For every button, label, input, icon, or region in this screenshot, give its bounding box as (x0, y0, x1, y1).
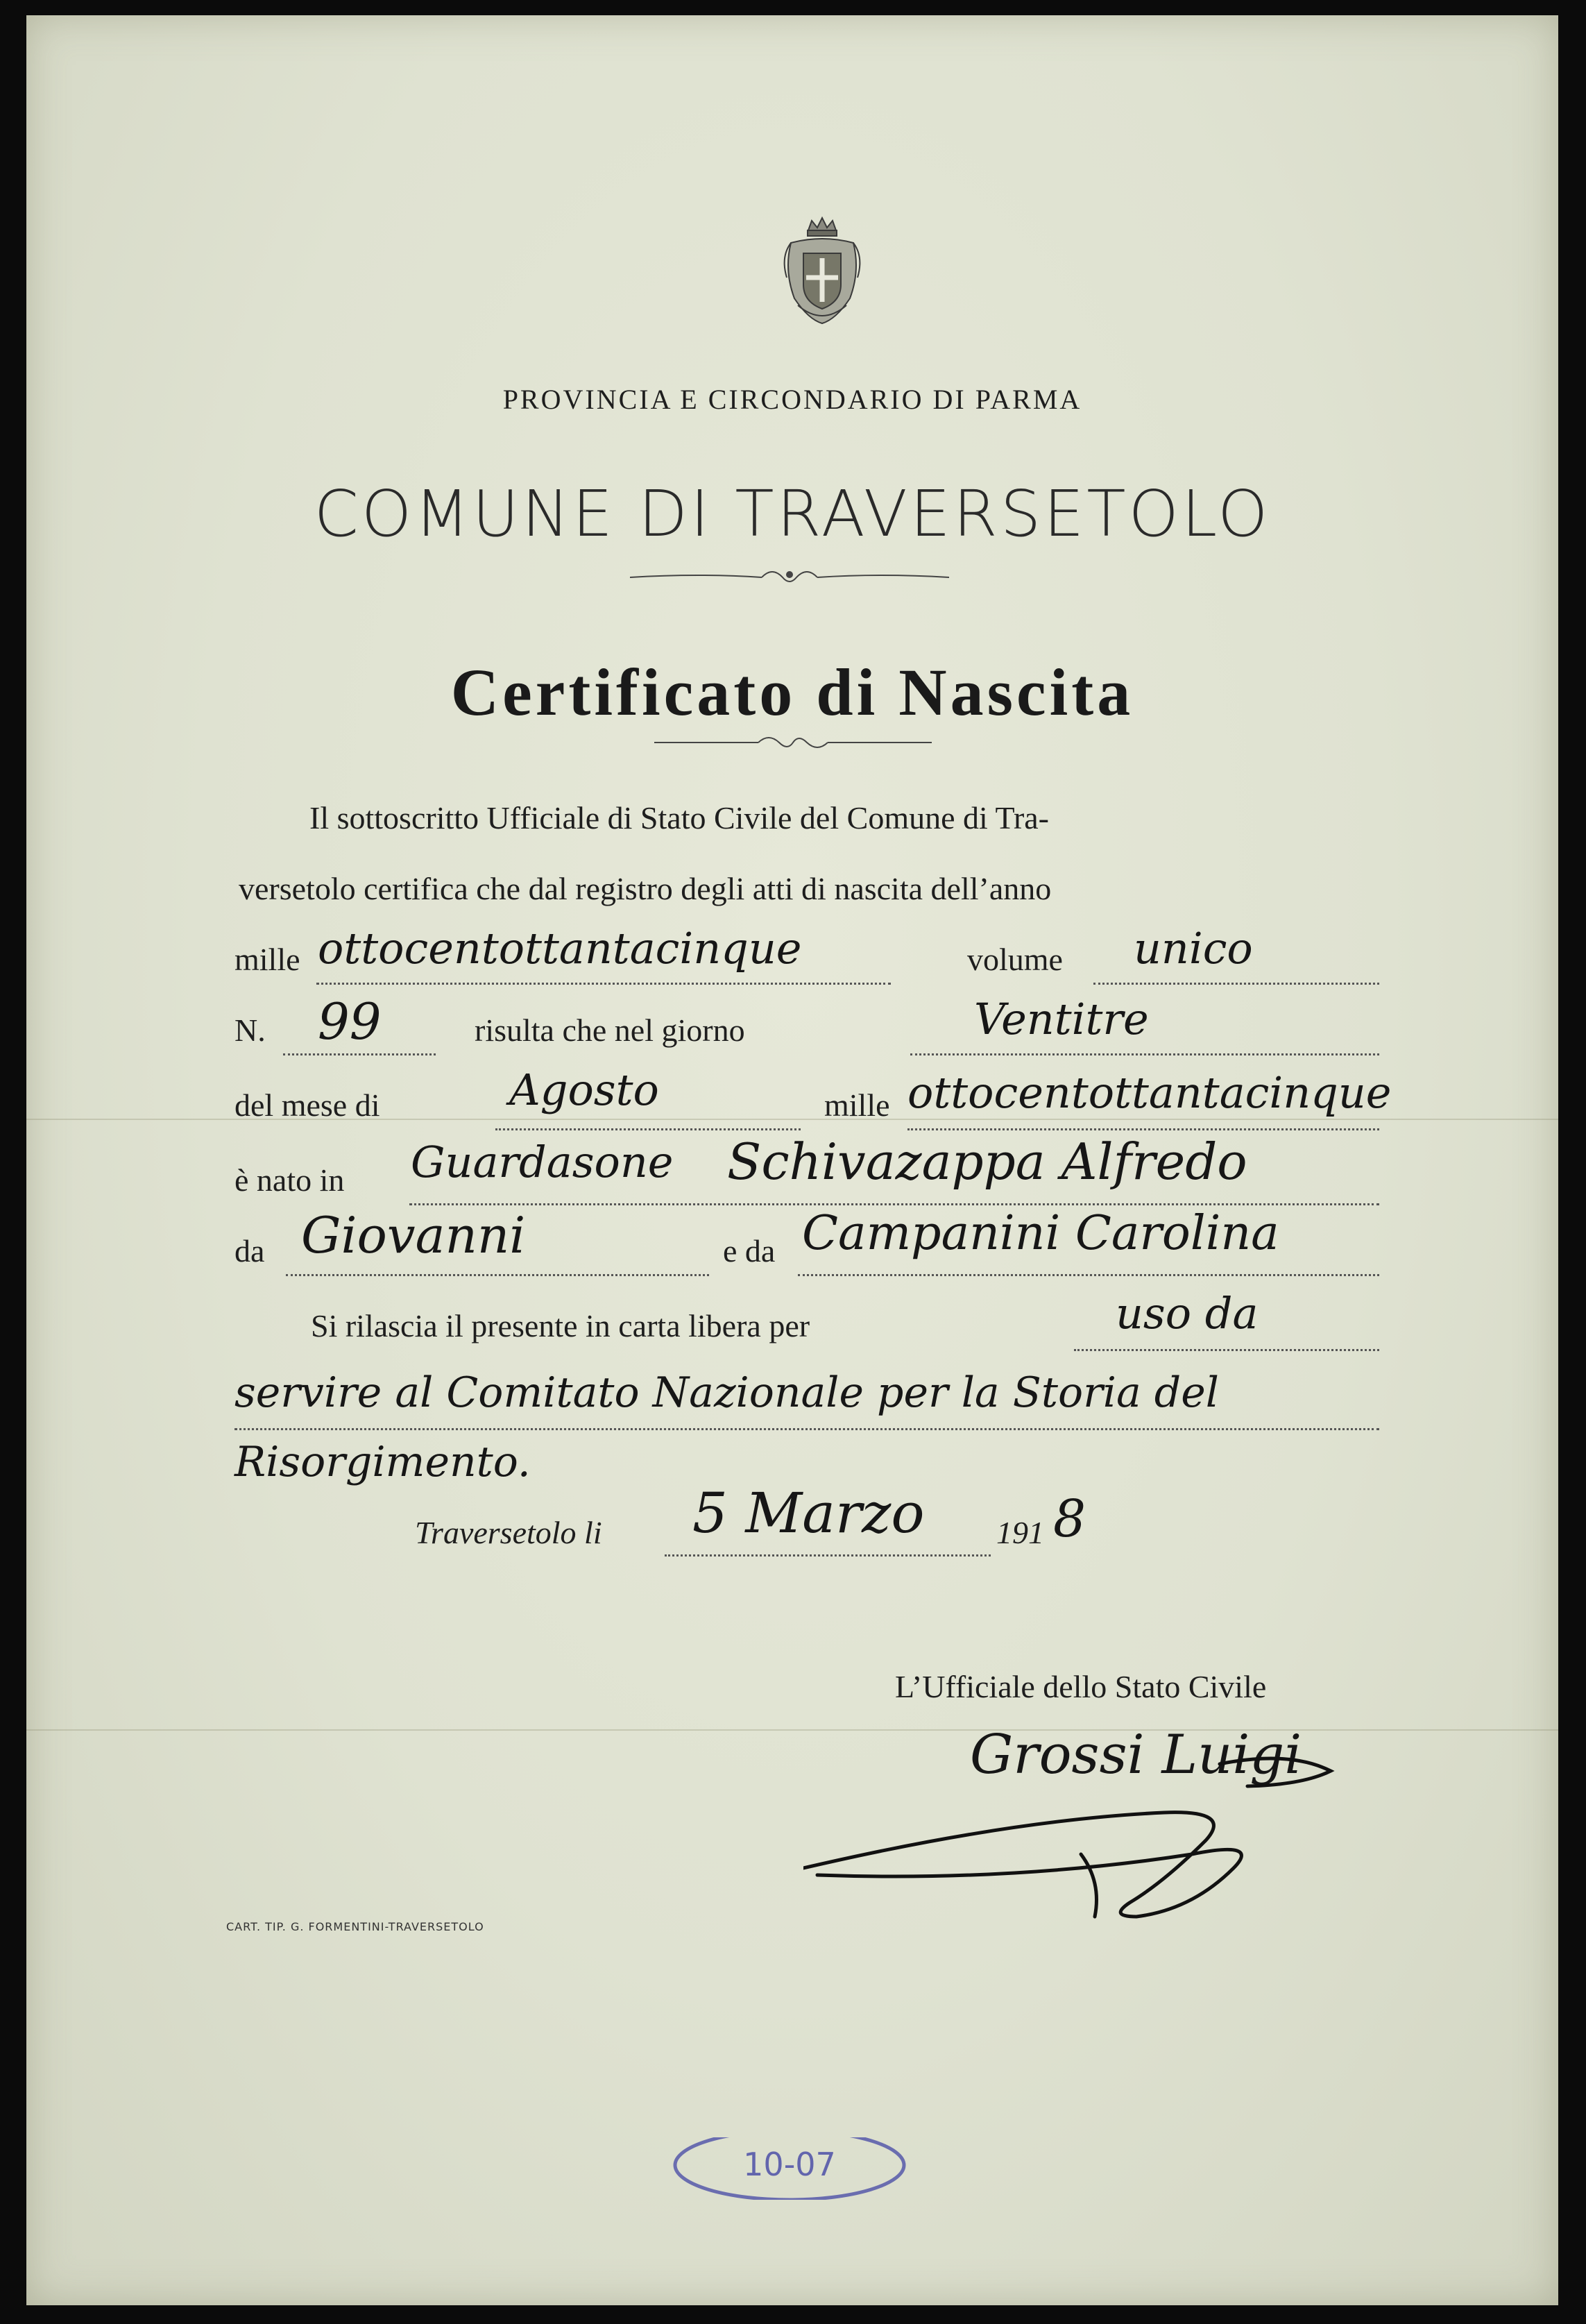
text-line-1: Il sottoscritto Ufficiale di Stato Civile del Comune di Tra- (309, 800, 1049, 836)
nome-field: Schivazappa Alfredo (727, 1133, 1247, 1191)
fill-line (409, 1203, 1379, 1205)
fill-line (907, 1128, 1379, 1130)
fill-line (1093, 983, 1379, 985)
padre-field: Giovanni (301, 1206, 526, 1264)
printer-imprint: CART. TIP. G. FORMENTINI-TRAVERSETOLO (226, 1920, 484, 1933)
mese-label: del mese di (235, 1087, 380, 1123)
fill-line (316, 983, 891, 985)
anno-field-2: ottocentottantacinque (907, 1067, 1392, 1118)
officer-title: L’Ufficiale dello Stato Civile (895, 1669, 1267, 1704)
n-label: N. (235, 1012, 266, 1048)
fill-line (910, 1053, 1379, 1055)
date-field: 5 Marzo (692, 1481, 925, 1545)
ornament-divider-icon (654, 730, 932, 755)
province-heading: PROVINCIA E CIRCONDARIO DI PARMA (502, 384, 1082, 415)
fill-line (286, 1274, 709, 1276)
n-field: 99 (318, 992, 382, 1051)
fill-line (283, 1053, 436, 1055)
uso-line-2: servire al Comitato Nazionale per la Storia del (235, 1368, 1219, 1417)
year-printed: 191 (996, 1515, 1044, 1550)
fill-line (798, 1274, 1379, 1276)
fill-line (1074, 1349, 1379, 1351)
fill-line (235, 1428, 1379, 1430)
coat-of-arms-icon (777, 215, 867, 326)
mese-field: Agosto (509, 1065, 659, 1115)
certificate-sheet (26, 15, 1558, 2305)
luogo-field: Guardasone (411, 1137, 674, 1187)
nato-label: è nato in (235, 1162, 345, 1198)
year-handwritten: 8 (1053, 1489, 1086, 1549)
giorno-field: Ventitre (974, 994, 1149, 1044)
ink-stamp-icon (672, 2137, 907, 2200)
document-title: Certificato di Nascita (450, 655, 1134, 729)
stamp-text: 10-07 (743, 2146, 836, 2183)
text-line-2: versetolo certifica che dal registro degli atti di nascita dell’anno (239, 871, 1052, 906)
madre-field: Campanini Carolina (802, 1206, 1279, 1261)
signature: Grossi Luigi (970, 1724, 1302, 1786)
da-label: da (235, 1233, 265, 1269)
uso-line-3: Risorgimento. (235, 1438, 531, 1486)
eda-label: e da (723, 1233, 776, 1269)
uso-field: uso da (1116, 1288, 1259, 1339)
signature-flourish-icon (803, 1708, 1400, 1944)
mille-label-2: mille (824, 1087, 890, 1123)
giorno-label: risulta che nel giorno (475, 1012, 745, 1048)
place-label: Traversetolo li (415, 1515, 602, 1550)
fill-line (495, 1128, 801, 1130)
ornament-divider-icon (630, 563, 949, 591)
anno-field: ottocentottantacinque (318, 923, 802, 974)
volume-label: volume (967, 942, 1063, 977)
comune-heading: COMUNE DI TRAVERSETOLO (314, 477, 1271, 551)
fill-line (665, 1554, 991, 1557)
mille-label: mille (235, 942, 300, 977)
rilascia-label: Si rilascia il presente in carta libera per (311, 1308, 810, 1343)
volume-field: unico (1134, 923, 1253, 974)
